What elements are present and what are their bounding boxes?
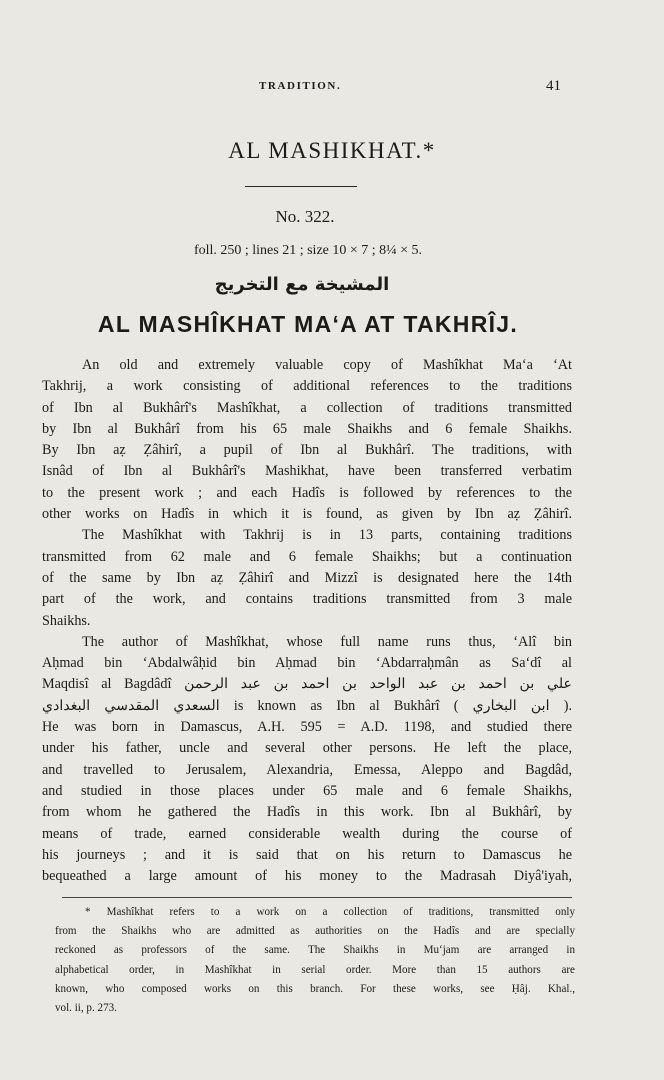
body-line: Maqdisî al Bagdâdî علي بن احمد بن عبد الواحد بن احمد بن عبد الرحمن [42,676,572,693]
body-line: under his father, uncle and several other persons. He left the place, [42,740,572,757]
manuscript-specs: foll. 250 ; lines 21 ; size 10 × 7 ; 8¼ × 5. [193,243,423,258]
body-line: السعدي المقدسي البغدادي is known as Ibn al Bukhârî ( ابن البخاري ). [42,697,572,714]
running-title: TRADITION. [259,80,342,92]
body-line: his journeys ; and it is said that on his return to Damascus he [42,846,572,863]
body-line: means of trade, earned considerable wealth during the course of [42,825,572,842]
work-title: AL MASHÎKHAT MA‘A AT TAKHRÎJ. [97,311,519,337]
body-line: and studied in those places under 65 male and 6 female Shaikhs, [42,782,572,799]
body-line: The Mashîkhat with Takhrij is in 13 parts, containing traditions [82,527,572,544]
body-line: of the same by Ibn aẓ Ẓâhirî and Mizzî is designated here the 14th [42,569,572,586]
footnote-line: * Mashîkhat refers to a work on a collection of traditions, transmitted only [85,906,575,918]
body-text [42,355,572,887]
page-number: 41 [546,78,561,94]
body-line: An old and extremely valuable copy of Mashîkhat Ma‘a ‘At [82,357,572,373]
footnote-rule [62,897,572,898]
section-title: AL MASHIKHAT.* [228,138,436,163]
body-line: of Ibn al Bukhârî's Mashîkhat, a collection of traditions transmitted [42,399,572,416]
body-line: transmitted from 62 male and 6 female Shaikhs; but a continuation [42,548,572,565]
body-line: Aḥmad bin ‘Abdalwâḥid bin Aḥmad bin ‘Abdarraḥmân as Sa‘dî al [42,655,572,672]
body-line: from whom he gathered the Hadîs in this work. Ibn al Bukhârî, by [42,804,572,821]
footnote-line: known, who composed works on this branch. For these works, see Ḥâj. Khal., [55,982,575,995]
body-line: by Ibn al Bukhârî from his 65 male Shaikhs and 6 female Shaikhs. [42,420,572,437]
body-line: The author of Mashîkhat, whose full name runs thus, ‘Alî bin [82,633,572,650]
body-line: He was born in Damascus, A.H. 595 = A.D. 1198, and studied there [42,719,572,736]
body-line: other works on Hadîs in which it is found, as given by Ibn aẓ Ẓâhirî. [42,506,572,523]
footnote-line: from the Shaikhs who are admitted as authorities on the Hadîs and are specially [55,925,575,938]
title-rule [245,186,357,187]
footnote-line: reckoned as professors of the same. The Shaikhs in Mu‘jam are arranged in [55,944,575,957]
footnote-line: vol. ii, p. 273. [55,1001,117,1014]
body-line: to the present work ; and each Hadîs is followed by references to the [42,484,572,501]
footnote-line: alphabetical order, in Mashîkhat in serial order. More than 15 authors are [55,963,575,976]
body-line: Takhrij, a work consisting of additional references to the traditions [42,378,572,395]
footnote [55,903,575,1018]
body-line: By Ibn aẓ Ẓâhirî, a pupil of Ibn al Bukhârî. The traditions, with [42,442,572,459]
body-line: part of the work, and contains traditions transmitted from 3 male [42,591,572,608]
body-line: bequeathed a large amount of his money to the Madrasah Diyâ'iyah, [42,868,572,885]
entry-number: No. 322. [275,207,335,226]
arabic-title: المشيخة مع التخريج [214,274,390,295]
body-line: Shaikhs. [42,612,91,629]
body-line: Isnâd of Ibn al Bukhârî's Mashikhat, have been transferred verbatim [42,463,572,480]
body-line: and travelled to Jerusalem, Alexandria, Emessa, Aleppo and Bagdâd, [42,761,572,778]
